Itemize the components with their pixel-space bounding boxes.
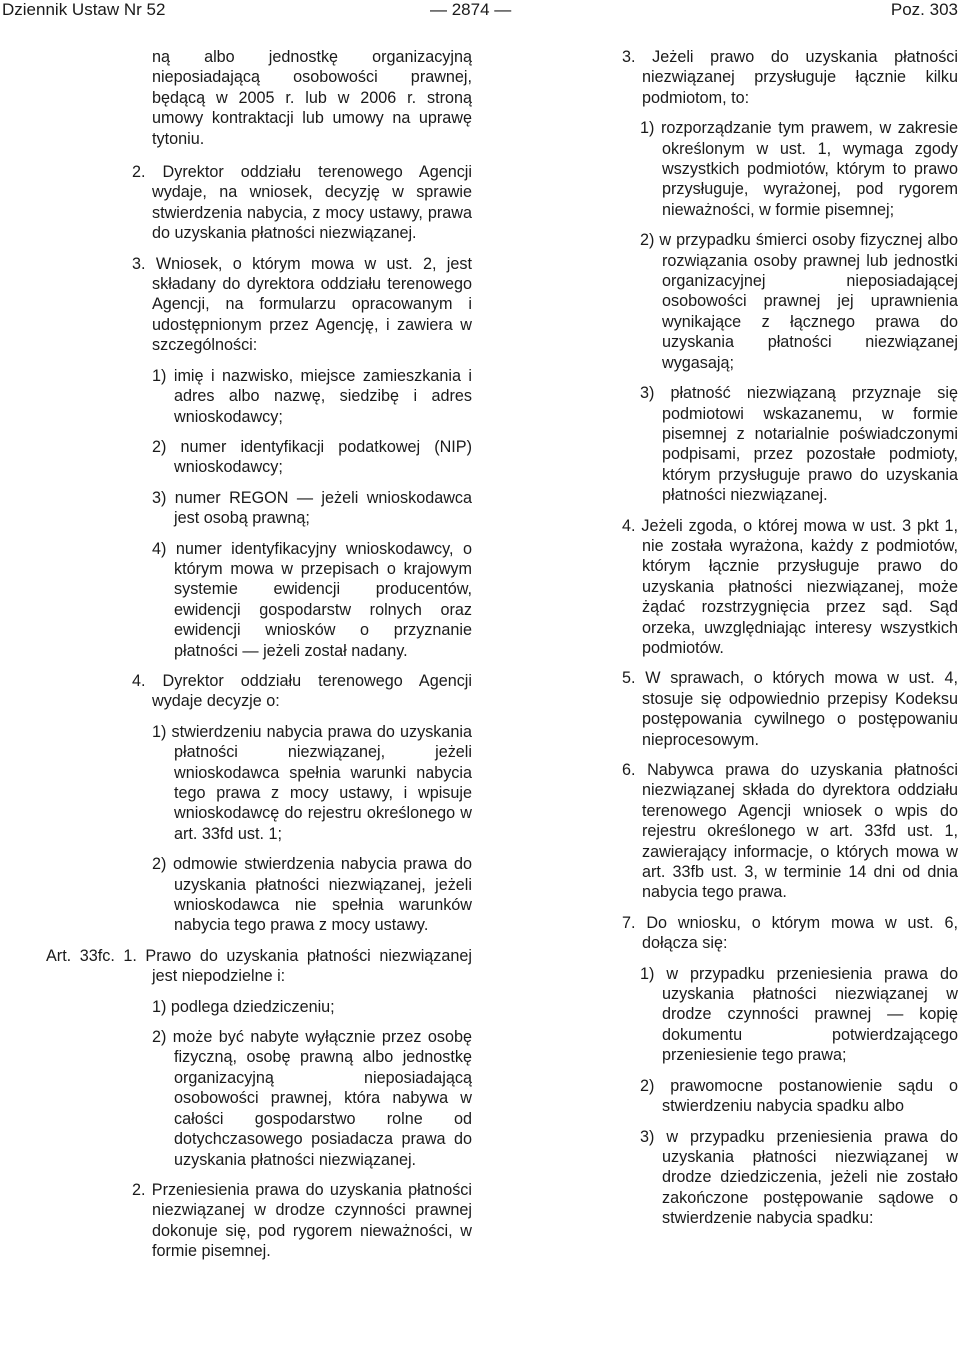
paragraph-5: 5. W sprawach, o których mowa w ust. 4, stosuje się odpowiednio przepisy Kodeksu postępowania cywilnego o postępowaniu nieprocesowym. bbox=[622, 669, 958, 749]
list-item: 1) w przypadku przeniesienia prawa do uzyskania płatności niezwiązanej w drodze czynności prawnej — kopię dokumentu potwierdzającego przeniesienie tego prawa; bbox=[640, 964, 958, 1065]
list-item: 2) odmowie stwierdzenia nabycia prawa do uzyskania płatności niezwiązanej, jeżeli wnioskodawca nie spełnia warunków nabycia tego prawa z mocy ustawy. bbox=[152, 855, 472, 935]
paragraph-2: 2. Dyrektor oddziału terenowego Agencji wydaje, na wniosek, decyzję w sprawie stwierdzenia nabycia, z mocy ustawy, prawa do uzyskania płatności niezwiązanej. bbox=[132, 163, 472, 243]
paragraph-4: 4. Jeżeli zgoda, o której mowa w ust. 3 pkt 1, nie została wyrażona, każdy z podmiotów, którym łącznie przysługuje prawo do uzyskania płatności niezwiązanej, może żądać rozstrzygnięcia przez sąd. Sąd orzeka, uwzględniając interesy wszystkich podmiotów. bbox=[622, 516, 958, 657]
paragraph-6: 6. Nabywca prawa do uzyskania płatności niezwiązanej składa do dyrektora oddziału terenowego Agencji wniosek o wpis do rejestru określonego w art. 33fd ust. 1, zawierający informacje, o których mowa w art. 33fb ust. 3, w terminie 14 dni od dnia nabycia tego prawa. bbox=[622, 761, 958, 902]
list-item: 1) podlega dziedziczeniu; bbox=[152, 997, 335, 1016]
list-item: 2) może być nabyte wyłącznie przez osobę fizyczną, osobę prawną albo jednostkę organizacyjną nieposiadającą osobowości prawnej, która nabywa w całości gospodarstwo rolne od dotychczasowego posiadacza prawa do uzyskania płatności niezwiązanej. bbox=[152, 1028, 472, 1169]
left-column bbox=[46, 47, 472, 1272]
intro-paragraph: ną albo jednostkę organizacyjną nieposiadającą osobowości prawnej, będącą w 2005 r. lub w 2006 r. stroną umowy kontraktacji lub umowy na uprawę tytoniu. bbox=[152, 48, 472, 148]
position-number: Poz. 303 bbox=[890, 0, 958, 19]
journal-title: Dziennik Ustaw Nr 52 bbox=[2, 0, 166, 19]
list-item: 3) płatność niezwiązaną przyznaje się podmiotowi wskazanemu, w formie pisemnej z notarialnie poświadczonymi podpisami, przez pozostałe podmioty, którym przysługuje prawo do uzyskania płatności niezwiązanej. bbox=[640, 384, 958, 505]
paragraph-4: 4. Dyrektor oddziału terenowego Agencji wydaje decyzje o: bbox=[132, 671, 472, 711]
right-column bbox=[622, 47, 958, 1239]
list-item: 4) numer identyfikacyjny wnioskodawcy, o którym mowa w przepisach o krajowym systemie ewidencji producentów, ewidencji gospodarstw rolnych oraz ewidencji wniosków o przyznanie płatności — jeżeli został nadany. bbox=[152, 539, 472, 660]
paragraph-3: 3. Jeżeli prawo do uzyskania płatności niezwiązanej przysługuje łącznie kilku podmiotom, to: bbox=[622, 48, 958, 107]
list-item: 1) imię i nazwisko, miejsce zamieszkania i adres albo nazwę, siedzibę i adres wnioskodawcy; bbox=[152, 366, 472, 426]
list-item: 3) w przypadku przeniesienia prawa do uzyskania płatności niezwiązanej w drodze dziedziczenia, jeżeli nie zostało zakończone postępowanie sądowe o stwierdzenie nabycia spadku: bbox=[640, 1127, 958, 1228]
article-33fc: Art. 33fc. 1. Prawo do uzyskania płatności niezwiązanej jest niepodzielne i: bbox=[46, 946, 472, 986]
list-item: 3) numer REGON — jeżeli wnioskodawca jest osobą prawną; bbox=[152, 488, 472, 528]
article-paragraph-2: 2. Przeniesienia prawa do uzyskania płatności niezwiązanej w drodze czynności prawnej dokonuje się, pod rygorem nieważności, w formie pisemnej. bbox=[132, 1180, 472, 1261]
list-item: 1) rozporządzanie tym prawem, w zakresie określonym w ust. 1, wymaga zgody wszystkich podmiotów, którym to prawo przysługuje, wyrażonej, pod rygorem nieważności, w formie pisemnej; bbox=[640, 119, 958, 219]
paragraph-7: 7. Do wniosku, o którym mowa w ust. 6, dołącza się: bbox=[622, 913, 958, 953]
list-item: 2) numer identyfikacji podatkowej (NIP) wnioskodawcy; bbox=[152, 437, 472, 477]
list-item: 2) prawomocne postanowienie sądu o stwierdzeniu nabycia spadku albo bbox=[640, 1076, 958, 1116]
page-number: — 2874 — bbox=[430, 0, 512, 19]
page-header bbox=[0, 0, 960, 20]
paragraph-3: 3. Wniosek, o którym mowa w ust. 2, jest składany do dyrektora oddziału terenowego Agencji, na formularzu opracowanym i udostępnionym przez Agencję, i zawiera w szczególności: bbox=[132, 254, 472, 355]
list-item: 2) w przypadku śmierci osoby fizycznej albo rozwiązania osoby prawnej lub jednostki organizacyjnej nieposiadającej osobowości prawnej jej uprawnienia wynikające z łącznego prawa do uzyskania płatności niezwiązanej wygasają; bbox=[640, 231, 958, 372]
list-item: 1) stwierdzeniu nabycia prawa do uzyskania płatności niezwiązanej, jeżeli wnioskodawca spełnia warunki nabycia tego prawa z mocy ustawy, i wpisuje wnioskodawcę do rejestru określonego w art. 33fd ust. 1; bbox=[152, 722, 472, 843]
